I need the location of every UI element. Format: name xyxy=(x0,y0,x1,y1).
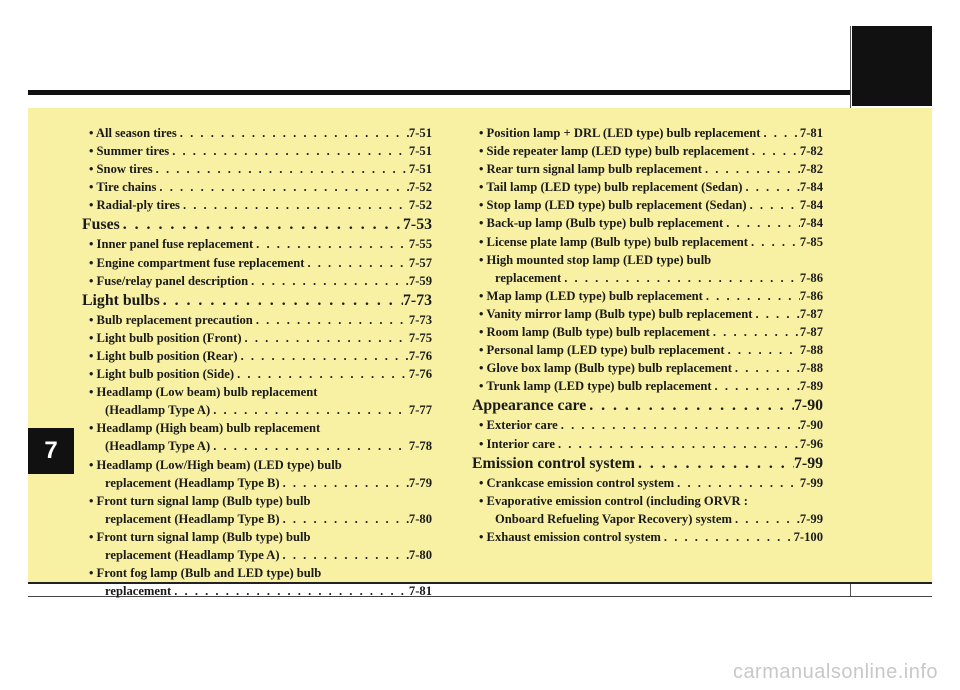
entry-label: • Side repeater lamp (LED type) bulb replacement xyxy=(479,144,749,159)
leader-dots xyxy=(280,510,409,528)
page-number: 7-55 xyxy=(408,237,432,252)
page-number: 7-84 xyxy=(799,180,823,195)
entry-label: • Room lamp (Bulb type) bulb replacement xyxy=(479,325,710,340)
right-entry-19[interactable] xyxy=(472,474,823,492)
page-number: 7-53 xyxy=(403,216,432,234)
leader-dots xyxy=(674,474,800,492)
right-entry-11[interactable] xyxy=(472,323,823,341)
entry-label: replacement xyxy=(495,270,562,285)
entry-label: • Stop lamp (LED type) bulb replacement (Sedan) xyxy=(479,198,747,213)
entry-label: • Headlamp (Low beam) bulb replacement xyxy=(89,385,318,400)
leader-dots xyxy=(177,124,409,142)
leader-dots xyxy=(661,528,794,546)
left-entry-10[interactable] xyxy=(82,311,432,329)
page-number: 7-75 xyxy=(408,330,432,345)
right-section-18[interactable] xyxy=(472,453,823,474)
leader-dots xyxy=(210,437,409,455)
entry-label: • Back-up lamp (Bulb type) bulb replacement xyxy=(479,216,724,231)
entry-label: • Exterior care xyxy=(479,418,558,433)
leader-dots xyxy=(742,178,799,196)
right-entry-10[interactable] xyxy=(472,305,823,323)
right-entry-6[interactable] xyxy=(472,233,823,251)
leader-dots xyxy=(748,233,800,251)
leader-dots xyxy=(747,196,800,214)
entry-label: • Vanity mirror lamp (Bulb type) bulb replacement xyxy=(479,306,753,321)
page-number: 7-89 xyxy=(799,379,823,394)
entry-label: • Front turn signal lamp (Bulb type) bulb xyxy=(89,493,311,508)
entry-label: • Fuse/relay panel description xyxy=(89,273,249,288)
leader-dots xyxy=(703,287,800,305)
leader-dots xyxy=(760,124,799,142)
leader-dots xyxy=(732,359,800,377)
page-number: 7-88 xyxy=(799,343,823,358)
page-number: 7-90 xyxy=(799,418,823,433)
entry-label: • Bulb replacement precaution xyxy=(89,312,253,327)
right-entry-21[interactable] xyxy=(472,510,823,528)
leader-dots xyxy=(752,305,799,323)
page-number: 7-52 xyxy=(408,198,432,213)
leader-dots xyxy=(120,214,403,235)
left-entry-3[interactable] xyxy=(82,178,432,196)
leader-dots xyxy=(180,196,409,214)
page-number: 7-99 xyxy=(799,475,823,490)
page-number: 7-78 xyxy=(408,439,432,454)
page-number: 7-80 xyxy=(408,547,432,562)
entry-label: • Rear turn signal lamp bulb replacement xyxy=(479,162,702,177)
right-entry-14[interactable] xyxy=(472,377,823,395)
left-entry-22[interactable] xyxy=(82,528,432,546)
left-entry-2[interactable] xyxy=(82,160,432,178)
left-entry-17[interactable] xyxy=(82,437,432,455)
leader-dots xyxy=(171,582,409,600)
page-number: 7-77 xyxy=(408,403,432,418)
entry-label: • Radial-ply tires xyxy=(89,198,180,213)
leader-dots xyxy=(210,401,409,419)
leader-dots xyxy=(712,377,800,395)
leader-dots xyxy=(253,235,409,253)
leader-dots xyxy=(723,214,800,232)
leader-dots xyxy=(732,510,800,528)
entry-label: (Headlamp Type A) xyxy=(105,403,211,418)
leader-dots xyxy=(280,546,409,564)
right-entry-20[interactable] xyxy=(472,492,823,510)
entry-label: • Headlamp (High beam) bulb replacement xyxy=(89,421,321,436)
page-number: 7-59 xyxy=(408,273,432,288)
entry-label: • High mounted stop lamp (LED type) bulb xyxy=(479,252,712,267)
page-number: 7-100 xyxy=(793,529,823,544)
entry-label: • Interior care xyxy=(479,436,555,451)
page-number: 7-51 xyxy=(408,162,432,177)
page-number: 7-57 xyxy=(408,255,432,270)
right-entry-1[interactable] xyxy=(472,142,823,160)
page-number: 7-86 xyxy=(799,270,823,285)
leader-dots xyxy=(304,254,408,272)
page-number: 7-85 xyxy=(799,234,823,249)
leader-dots xyxy=(248,272,409,290)
leader-dots xyxy=(558,416,800,434)
page-number: 7-81 xyxy=(408,584,432,599)
entry-label: • Tire chains xyxy=(89,180,157,195)
page-number: 7-88 xyxy=(799,361,823,376)
page-number: 7-73 xyxy=(403,291,432,309)
page-number: 7-86 xyxy=(799,288,823,303)
page-number: 7-81 xyxy=(799,126,823,140)
entry-label: • Snow tires xyxy=(89,162,153,177)
header-rule xyxy=(28,90,850,95)
entry-label: • Crankcase emission control system xyxy=(479,475,675,490)
right-entry-16[interactable] xyxy=(472,416,823,434)
section-title: Emission control system xyxy=(472,454,635,472)
page-number: 7-90 xyxy=(794,397,823,415)
entry-label: • Glove box lamp (Bulb type) bulb replacement xyxy=(479,361,732,376)
entry-label: • Light bulb position (Side) xyxy=(89,367,235,382)
entry-label: • Personal lamp (LED type) bulb replacement xyxy=(479,343,725,358)
right-section-15[interactable] xyxy=(472,395,823,416)
left-entry-8[interactable] xyxy=(82,272,432,290)
page-number: 7-52 xyxy=(408,180,432,195)
page-number: 7-51 xyxy=(408,144,432,159)
right-entry-5[interactable] xyxy=(472,214,823,232)
left-entry-18[interactable] xyxy=(82,456,432,474)
left-entry-12[interactable] xyxy=(82,347,432,365)
page-number: 7-87 xyxy=(799,325,823,340)
left-entry-6[interactable] xyxy=(82,235,432,253)
right-entry-12[interactable] xyxy=(472,341,823,359)
right-entry-17[interactable] xyxy=(472,435,823,453)
page-number: 7-87 xyxy=(799,306,823,321)
page-number: 7-82 xyxy=(799,162,823,177)
left-entry-19[interactable] xyxy=(82,474,432,492)
entry-label: • Summer tires xyxy=(89,144,170,159)
leader-dots xyxy=(238,347,409,365)
entry-label: • Headlamp (Low/High beam) (LED type) bulb xyxy=(89,457,342,472)
right-entry-7[interactable] xyxy=(472,251,823,269)
entry-label: • License plate lamp (Bulb type) bulb replacement xyxy=(479,234,748,249)
page-number: 7-82 xyxy=(799,144,823,159)
leader-dots xyxy=(561,269,800,287)
page-number: 7-96 xyxy=(799,436,823,451)
entry-label: Onboard Refueling Vapor Recovery) system xyxy=(495,511,732,526)
entry-label: • All season tires xyxy=(89,126,177,140)
section-title: Appearance care xyxy=(472,397,587,415)
left-entry-4[interactable] xyxy=(82,196,432,214)
left-entry-14[interactable] xyxy=(82,383,432,401)
entry-label: (Headlamp Type A) xyxy=(105,439,211,454)
leader-dots xyxy=(710,323,800,341)
leader-dots xyxy=(280,474,409,492)
leader-dots xyxy=(169,142,409,160)
page-number: 7-76 xyxy=(408,348,432,363)
entry-label: replacement (Headlamp Type A) xyxy=(105,547,280,562)
left-entry-7[interactable] xyxy=(82,254,432,272)
entry-label: replacement (Headlamp Type B) xyxy=(105,475,280,490)
toc-right-column xyxy=(472,124,823,546)
entry-label: • Evaporative emission control (including ORVR : xyxy=(479,493,748,508)
leader-dots xyxy=(153,160,409,178)
entry-label: • Position lamp + DRL (LED type) bulb replacement xyxy=(479,126,761,140)
leader-dots xyxy=(242,329,409,347)
left-entry-1[interactable] xyxy=(82,142,432,160)
leader-dots xyxy=(586,395,794,416)
right-entry-9[interactable] xyxy=(472,287,823,305)
left-section-9[interactable] xyxy=(82,290,432,311)
left-entry-15[interactable] xyxy=(82,401,432,419)
page-number: 7-73 xyxy=(408,312,432,327)
entry-label: replacement xyxy=(105,584,172,599)
entry-label: • Engine compartment fuse replacement xyxy=(89,255,305,270)
chapter-tab-block xyxy=(852,26,932,106)
right-entry-8[interactable] xyxy=(472,269,823,287)
entry-label: • Front fog lamp (Bulb and LED type) bulb xyxy=(89,566,322,581)
entry-label: • Exhaust emission control system xyxy=(479,529,661,544)
section-title: Fuses xyxy=(82,216,120,234)
page-number: 7-76 xyxy=(408,367,432,382)
page-number: 7-99 xyxy=(794,454,823,472)
leader-dots xyxy=(635,453,794,474)
leader-dots xyxy=(160,290,403,311)
entry-label: • Trunk lamp (LED type) bulb replacement xyxy=(479,379,712,394)
left-section-5[interactable] xyxy=(82,214,432,235)
right-entry-4[interactable] xyxy=(472,196,823,214)
entry-label: replacement (Headlamp Type B) xyxy=(105,511,280,526)
right-entry-3[interactable] xyxy=(472,178,823,196)
left-entry-20[interactable] xyxy=(82,492,432,510)
right-entry-13[interactable] xyxy=(472,359,823,377)
entry-label: • Light bulb position (Front) xyxy=(89,330,242,345)
page-number: 7-84 xyxy=(799,198,823,213)
left-entry-23[interactable] xyxy=(82,546,432,564)
left-entry-21[interactable] xyxy=(82,510,432,528)
page-number: 7-84 xyxy=(799,216,823,231)
chapter-number-badge: 7 xyxy=(28,428,74,474)
leader-dots xyxy=(253,311,409,329)
entry-label: • Tail lamp (LED type) bulb replacement (Sedan) xyxy=(479,180,743,195)
leader-dots xyxy=(234,365,409,383)
page-number: 7-79 xyxy=(408,475,432,490)
leader-dots xyxy=(749,142,800,160)
entry-label: • Light bulb position (Rear) xyxy=(89,348,238,363)
section-title: Light bulbs xyxy=(82,291,160,309)
leader-dots xyxy=(725,341,800,359)
entry-label: • Inner panel fuse replacement xyxy=(89,237,254,252)
page-number: 7-80 xyxy=(408,511,432,526)
left-entry-0[interactable] xyxy=(82,124,432,142)
leader-dots xyxy=(555,435,800,453)
entry-label: • Front turn signal lamp (Bulb type) bulb xyxy=(89,529,311,544)
left-entry-25[interactable] xyxy=(82,582,432,600)
leader-dots xyxy=(702,160,800,178)
right-entry-22[interactable] xyxy=(472,528,823,546)
toc-left-column xyxy=(82,124,432,600)
left-entry-24[interactable] xyxy=(82,564,432,582)
left-entry-16[interactable] xyxy=(82,419,432,437)
right-entry-0[interactable] xyxy=(472,124,823,142)
page-number: 7-51 xyxy=(408,126,432,140)
entry-label: • Map lamp (LED type) bulb replacement xyxy=(479,288,703,303)
page-number: 7-99 xyxy=(799,511,823,526)
leader-dots xyxy=(156,178,409,196)
watermark-text: carmanualsonline.info xyxy=(732,661,938,683)
right-entry-2[interactable] xyxy=(472,160,823,178)
left-entry-11[interactable] xyxy=(82,329,432,347)
left-entry-13[interactable] xyxy=(82,365,432,383)
